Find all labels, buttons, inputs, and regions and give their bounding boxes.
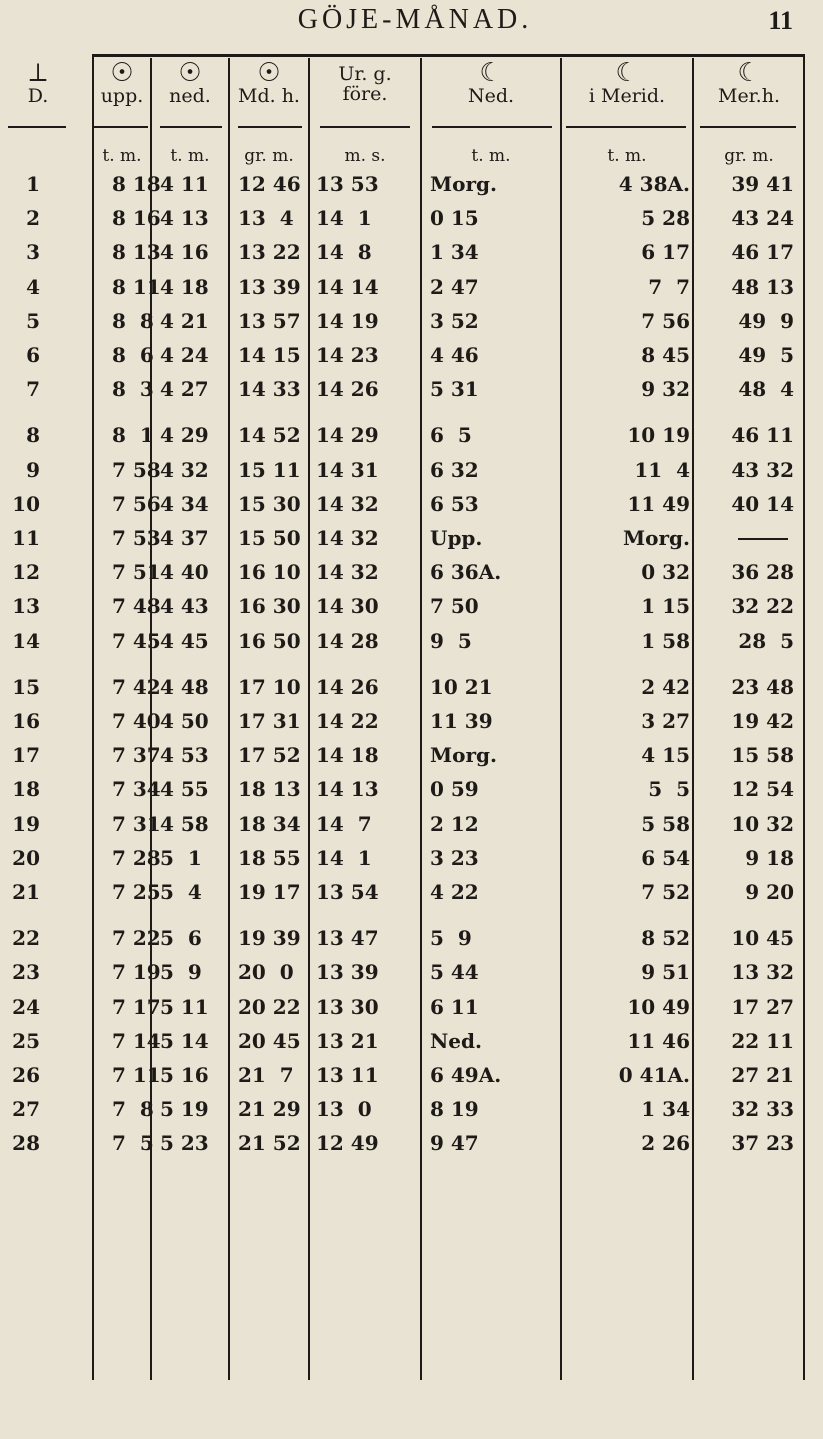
moonset-value: 6 36A.: [430, 560, 502, 585]
moon-icon: ☾: [615, 58, 639, 88]
clock-ahead-value: 13 47: [316, 926, 379, 951]
moon-meridian-height-value: 36 28: [731, 560, 794, 585]
moon-meridian-height-value: 49 9: [738, 308, 794, 333]
sun-noon-height-value: 17 52: [238, 743, 301, 768]
moon-meridian-height-value: 10 32: [731, 811, 794, 836]
sun-icon: ☉: [110, 58, 134, 88]
table-row: [0, 675, 823, 709]
header-rule: [94, 126, 148, 128]
unit-label: t. m.: [170, 146, 210, 166]
moon-meridian-height-value: 19 42: [731, 709, 794, 733]
sun-noon-height-value: 20 45: [238, 1028, 301, 1053]
moon-meridian-height-value: 13 32: [731, 960, 794, 985]
header-day-label: D.: [27, 85, 49, 107]
day-number: 21: [12, 880, 40, 904]
sunset-value: 4 16: [160, 240, 209, 265]
header-moon-meridian-height: [694, 60, 804, 106]
moonset-value: 0 59: [430, 777, 479, 802]
header-sunrise: [94, 60, 150, 106]
sunset-value: 4 27: [160, 377, 209, 402]
sun-noon-height-value: 20 22: [238, 994, 301, 1019]
header-sunset: [152, 60, 228, 106]
table-row: [0, 1063, 823, 1097]
table-row: [0, 343, 823, 377]
sunset-value: 5 19: [160, 1097, 209, 1122]
clock-ahead-value: 14 31: [316, 457, 379, 482]
sun-noon-height-value: 15 50: [238, 526, 301, 550]
table-row: [0, 377, 823, 411]
sunrise-value: 8 3: [112, 377, 154, 402]
sunset-value: 5 9: [160, 960, 202, 985]
running-head: GÖJE-MÅNAD.: [297, 4, 533, 35]
sunrise-value: 7 53: [112, 526, 161, 550]
sunset-value: 4 40: [160, 560, 209, 585]
moon-meridian-height-value: 46 17: [731, 240, 794, 265]
sunset-value: 4 21: [160, 308, 209, 333]
sunset-value: 4 29: [160, 423, 209, 448]
day-number: 23: [12, 960, 40, 985]
table-row: [0, 1131, 823, 1165]
table-row: [0, 172, 823, 206]
moon-meridian-height-value: 46 11: [731, 423, 794, 448]
clock-ahead-value: 12 49: [316, 1131, 379, 1156]
day-number: 24: [12, 994, 40, 1019]
day-number: 14: [12, 628, 40, 653]
page-number: 11: [768, 6, 793, 35]
sunrise-value: 7 40: [112, 709, 161, 733]
header-sunset-label: ned.: [169, 85, 211, 107]
clock-ahead-value: 14 26: [316, 674, 379, 699]
moon-meridian-value: 5 58: [641, 811, 690, 836]
sunrise-value: 7 58: [112, 457, 161, 482]
sun-noon-height-value: 14 33: [238, 377, 301, 402]
sunset-value: 4 18: [160, 274, 209, 299]
moonset-value: 6 49A.: [430, 1063, 502, 1087]
sunset-value: 4 11: [160, 172, 209, 196]
moon-meridian-value: 2 26: [641, 1131, 690, 1156]
moon-meridian-height-value: 48 4: [738, 377, 794, 402]
moonset-value: 6 11: [430, 994, 479, 1019]
sun-noon-height-value: 17 31: [238, 709, 301, 733]
table-row: [0, 926, 823, 960]
sun-noon-height-value: 16 30: [238, 594, 301, 619]
clock-ahead-value: 14 19: [316, 308, 379, 333]
clock-ahead-value: 14 7: [316, 811, 372, 836]
table-row: [0, 206, 823, 240]
moon-meridian-height-value: 40 14: [731, 491, 794, 516]
table-row: [0, 560, 823, 594]
sunset-value: 4 58: [160, 811, 209, 836]
sunset-value: 5 6: [160, 926, 202, 951]
sunrise-value: 7 42: [112, 674, 161, 699]
day-number: 18: [12, 777, 40, 802]
sunrise-value: 7 56: [112, 491, 161, 516]
header-clock-ahead: [310, 64, 420, 104]
header-moonset-label: Ned.: [467, 85, 515, 107]
table-row: [0, 492, 823, 526]
sun-noon-height-value: 13 57: [238, 308, 301, 333]
moon-meridian-height-value: 43 24: [731, 206, 794, 231]
sunset-value: 5 11: [160, 994, 209, 1019]
sun-noon-height-value: 21 52: [238, 1131, 301, 1156]
clock-ahead-value: 14 1: [316, 206, 372, 231]
header-day-symbol: ⟂: [29, 58, 47, 88]
sun-noon-height-value: 12 46: [238, 172, 301, 196]
sunrise-value: 8 13: [112, 240, 161, 265]
moon-meridian-value: 7 52: [641, 880, 690, 904]
sunrise-value: 8 11: [112, 274, 161, 299]
clock-ahead-value: 14 28: [316, 628, 379, 653]
day-number: 8: [26, 423, 40, 448]
sunrise-value: 7 25: [112, 880, 161, 904]
moon-meridian-height-value: 43 32: [731, 457, 794, 482]
clock-ahead-value: 14 13: [316, 777, 379, 802]
table-row: [0, 629, 823, 663]
day-number: 17: [12, 743, 40, 768]
clock-ahead-value: 14 32: [316, 491, 379, 516]
moonset-value: 9 47: [430, 1131, 479, 1156]
clock-ahead-value: 13 53: [316, 172, 379, 196]
sun-noon-height-value: 20 0: [238, 960, 294, 985]
table-row: [0, 960, 823, 994]
moonset-value: 8 19: [430, 1097, 479, 1122]
moon-meridian-value: 2 42: [641, 674, 690, 699]
header-rule: [700, 126, 796, 128]
sun-noon-height-value: 19 39: [238, 926, 301, 951]
sunset-value: 4 24: [160, 343, 209, 367]
sun-noon-height-value: 13 22: [238, 240, 301, 265]
clock-ahead-value: 13 54: [316, 880, 379, 904]
moon-meridian-value: 7 56: [641, 308, 690, 333]
unit-label: m. s.: [344, 146, 386, 166]
moon-icon: ☾: [479, 58, 503, 88]
sunset-value: 4 13: [160, 206, 209, 231]
sun-noon-height-value: 15 11: [238, 457, 301, 482]
sunrise-value: 8 8: [112, 308, 154, 333]
table-row: [0, 880, 823, 914]
sun-icon: ☉: [257, 58, 281, 88]
sun-noon-height-value: 21 29: [238, 1097, 301, 1122]
moon-meridian-value: 10 49: [627, 994, 690, 1019]
moon-meridian-value: 9 32: [641, 377, 690, 402]
sun-noon-height-value: 18 34: [238, 811, 301, 836]
moonset-value: 1 34: [430, 240, 479, 265]
moon-meridian-height-value: 48 13: [731, 274, 794, 299]
sun-noon-height-value: 17 10: [238, 674, 301, 699]
table-row: [0, 1029, 823, 1063]
sun-noon-height-value: 21 7: [238, 1063, 294, 1087]
header-moon-meridian-height-label: Mer.h.: [717, 85, 780, 107]
sunrise-value: 7 5: [112, 1131, 154, 1156]
day-number: 9: [26, 457, 40, 482]
sun-noon-height-value: 16 10: [238, 560, 301, 585]
sunrise-value: 7 14: [112, 1028, 161, 1053]
day-number: 10: [12, 491, 40, 516]
clock-ahead-value: 14 8: [316, 240, 372, 265]
sunset-value: 4 50: [160, 709, 209, 733]
clock-ahead-value: 14 26: [316, 377, 379, 402]
clock-ahead-value: 13 30: [316, 994, 379, 1019]
day-number: 5: [26, 308, 40, 333]
moonset-value: Upp.: [430, 526, 483, 550]
clock-ahead-value: 14 32: [316, 560, 379, 585]
day-number: 15: [12, 674, 40, 699]
header-sunrise-label: upp.: [100, 85, 144, 107]
header-rule: [8, 126, 66, 128]
sun-noon-height-value: 15 30: [238, 491, 301, 516]
header-moonset: [422, 60, 560, 106]
moonset-value: 5 9: [430, 926, 472, 951]
unit-label: t. m.: [471, 146, 511, 166]
day-number: 16: [12, 709, 40, 733]
sun-icon: ☉: [178, 58, 202, 88]
header-rule: [566, 126, 686, 128]
sunrise-value: 7 37: [112, 743, 161, 768]
clock-ahead-value: 14 22: [316, 709, 379, 733]
sun-noon-height-value: 16 50: [238, 628, 301, 653]
sunrise-value: 8 6: [112, 343, 154, 367]
clock-ahead-value: 14 14: [316, 274, 379, 299]
sunset-value: 4 37: [160, 526, 209, 550]
sun-noon-height-value: 13 39: [238, 274, 301, 299]
sunrise-value: 7 19: [112, 960, 161, 985]
moon-meridian-height-value: 17 27: [731, 994, 794, 1019]
moonset-value: 5 31: [430, 377, 479, 402]
day-number: 20: [12, 845, 40, 870]
moon-meridian-height-value: 12 54: [731, 777, 794, 802]
moon-meridian-value: 11 4: [634, 457, 690, 482]
sun-noon-height-value: 13 4: [238, 206, 294, 231]
moonset-value: 4 46: [430, 343, 479, 367]
sunrise-value: 8 16: [112, 206, 161, 231]
header-day: [8, 60, 68, 106]
sunrise-value: 7 34: [112, 777, 161, 802]
unit-label: t. m.: [607, 146, 647, 166]
day-number: 13: [12, 594, 40, 619]
moon-meridian-value: 0 41A.: [618, 1063, 690, 1087]
header-rule: [432, 126, 552, 128]
moon-meridian-value: 9 51: [641, 960, 690, 985]
moonset-value: 7 50: [430, 594, 479, 619]
moon-meridian-value: 4 15: [641, 743, 690, 768]
sunset-value: 4 45: [160, 628, 209, 653]
header-moon-meridian-label: i Merid.: [588, 85, 666, 107]
moonset-value: 4 22: [430, 880, 479, 904]
day-number: 3: [26, 240, 40, 265]
moonset-value: 6 32: [430, 457, 479, 482]
moon-meridian-height-value: 15 58: [731, 743, 794, 768]
sunrise-value: 7 8: [112, 1097, 154, 1122]
table-row: [0, 594, 823, 628]
day-number: 12: [12, 560, 40, 585]
moon-meridian-value: 10 19: [627, 423, 690, 448]
day-number: 25: [12, 1028, 40, 1053]
sun-noon-height-value: 14 15: [238, 343, 301, 367]
moonset-value: 3 52: [430, 308, 479, 333]
sunset-value: 5 4: [160, 880, 202, 904]
sunset-value: 4 34: [160, 491, 209, 516]
moonset-value: 2 47: [430, 274, 479, 299]
sunrise-value: 7 48: [112, 594, 161, 619]
moonset-value: 6 53: [430, 491, 479, 516]
moon-meridian-value: 8 52: [641, 926, 690, 951]
sunset-value: 5 23: [160, 1131, 209, 1156]
header-clock-ahead-line1: Ur. g.: [338, 63, 392, 85]
clock-ahead-value: 14 23: [316, 343, 379, 367]
sun-noon-height-value: 18 13: [238, 777, 301, 802]
moon-meridian-value: 5 28: [641, 206, 690, 231]
moonset-value: 11 39: [430, 709, 493, 733]
header-sun-noon-height-label: Md. h.: [238, 85, 300, 107]
clock-ahead-value: 14 32: [316, 526, 379, 550]
sunset-value: 5 16: [160, 1063, 209, 1087]
header-clock-ahead-line2: före.: [342, 83, 388, 105]
sunrise-value: 7 17: [112, 994, 161, 1019]
clock-ahead-value: 14 18: [316, 743, 379, 768]
header-moon-meridian: [562, 60, 692, 106]
moon-meridian-value: 11 49: [627, 491, 690, 516]
day-number: 22: [12, 926, 40, 951]
moonset-value: 3 23: [430, 845, 479, 870]
clock-ahead-value: 14 1: [316, 845, 372, 870]
day-number: 19: [12, 811, 40, 836]
moon-meridian-value: 1 15: [641, 594, 690, 619]
sunrise-value: 7 51: [112, 560, 161, 585]
table-row: [0, 846, 823, 880]
sunset-value: 5 14: [160, 1028, 209, 1053]
table-row: [0, 526, 823, 560]
table-row: [0, 995, 823, 1029]
moon-meridian-value: 4 38A.: [618, 172, 690, 196]
clock-ahead-value: 13 11: [316, 1063, 379, 1087]
clock-ahead-value: 13 21: [316, 1028, 379, 1053]
sunset-value: 4 48: [160, 674, 209, 699]
moon-meridian-height-value: 27 21: [731, 1063, 794, 1087]
moon-meridian-value: 11 46: [627, 1028, 690, 1053]
unit-label: gr. m.: [724, 146, 774, 166]
moon-meridian-height-value: 23 48: [731, 674, 794, 699]
day-number: 28: [12, 1131, 40, 1156]
unit-label: t. m.: [102, 146, 142, 166]
sunrise-value: 7 45: [112, 628, 161, 653]
table-row: [0, 1097, 823, 1131]
day-number: 6: [26, 343, 40, 367]
moonset-value: 0 15: [430, 206, 479, 231]
clock-ahead-value: 14 30: [316, 594, 379, 619]
moon-meridian-height-value: 32 33: [731, 1097, 794, 1122]
day-number: 27: [12, 1097, 40, 1122]
moonset-value: 5 44: [430, 960, 479, 985]
moon-meridian-height-value: 9 20: [745, 880, 794, 904]
moon-meridian-value: 5 5: [648, 777, 690, 802]
moonset-value: 6 5: [430, 423, 472, 448]
sunrise-value: 7 28: [112, 845, 161, 870]
moon-meridian-height-value: 32 22: [731, 594, 794, 619]
moon-meridian-value: 6 17: [641, 240, 690, 265]
sunset-value: 5 1: [160, 845, 202, 870]
moonset-value: 2 12: [430, 811, 479, 836]
sunrise-value: 8 18: [112, 172, 161, 196]
sunrise-value: 7 31: [112, 811, 161, 836]
sun-noon-height-value: 19 17: [238, 880, 301, 904]
moon-meridian-value: 0 32: [641, 560, 690, 585]
table-row: [0, 309, 823, 343]
day-number: 11: [12, 526, 40, 550]
day-number: 7: [26, 377, 40, 402]
moonset-value: Morg.: [430, 172, 497, 196]
moon-meridian-height-value: 9 18: [745, 845, 794, 870]
moon-meridian-value: Morg.: [623, 526, 690, 550]
clock-ahead-value: 13 39: [316, 960, 379, 985]
clock-ahead-value: 14 29: [316, 423, 379, 448]
moonset-value: 9 5: [430, 628, 472, 653]
moon-meridian-value: 1 58: [641, 628, 690, 653]
moon-meridian-height-value: 22 11: [731, 1028, 794, 1053]
moon-meridian-height-value: 49 5: [738, 343, 794, 367]
sunset-value: 4 32: [160, 457, 209, 482]
sunrise-value: 7 22: [112, 926, 161, 951]
table-row: [0, 709, 823, 743]
table-row: [0, 275, 823, 309]
sunset-value: 4 55: [160, 777, 209, 802]
header-rule: [238, 126, 302, 128]
moon-meridian-height-value: 10 45: [731, 926, 794, 951]
moon-meridian-value: 8 45: [641, 343, 690, 367]
table-row: [0, 240, 823, 274]
header-sun-noon-height: [230, 60, 308, 106]
table-row: [0, 423, 823, 457]
moon-meridian-height-value: 37 23: [731, 1131, 794, 1156]
sun-noon-height-value: 18 55: [238, 845, 301, 870]
sunrise-value: 8 1: [112, 423, 154, 448]
sunset-value: 4 53: [160, 743, 209, 768]
moon-meridian-value: 6 54: [641, 845, 690, 870]
day-number: 26: [12, 1063, 40, 1087]
table-row: [0, 812, 823, 846]
day-number: 2: [26, 206, 40, 231]
moon-icon: ☾: [737, 58, 761, 88]
unit-label: gr. m.: [244, 146, 294, 166]
sun-noon-height-value: 14 52: [238, 423, 301, 448]
header-rule: [160, 126, 222, 128]
moon-meridian-height-value: 28 5: [738, 628, 794, 653]
moon-meridian-height-value: 39 41: [731, 172, 794, 196]
moonset-value: Morg.: [430, 743, 497, 768]
table-row: [0, 458, 823, 492]
clock-ahead-value: 13 0: [316, 1097, 372, 1122]
table-row: [0, 743, 823, 777]
day-number: 4: [26, 274, 40, 299]
sunrise-value: 7 11: [112, 1063, 161, 1087]
moon-meridian-value: 1 34: [641, 1097, 690, 1122]
empty-dash: [738, 538, 788, 540]
moon-meridian-value: 7 7: [648, 274, 690, 299]
moonset-value: 10 21: [430, 674, 493, 699]
moon-meridian-value: 3 27: [641, 709, 690, 733]
table-row: [0, 777, 823, 811]
header-rule: [320, 126, 410, 128]
moonset-value: Ned.: [430, 1028, 482, 1053]
day-number: 1: [26, 172, 40, 196]
sunset-value: 4 43: [160, 594, 209, 619]
